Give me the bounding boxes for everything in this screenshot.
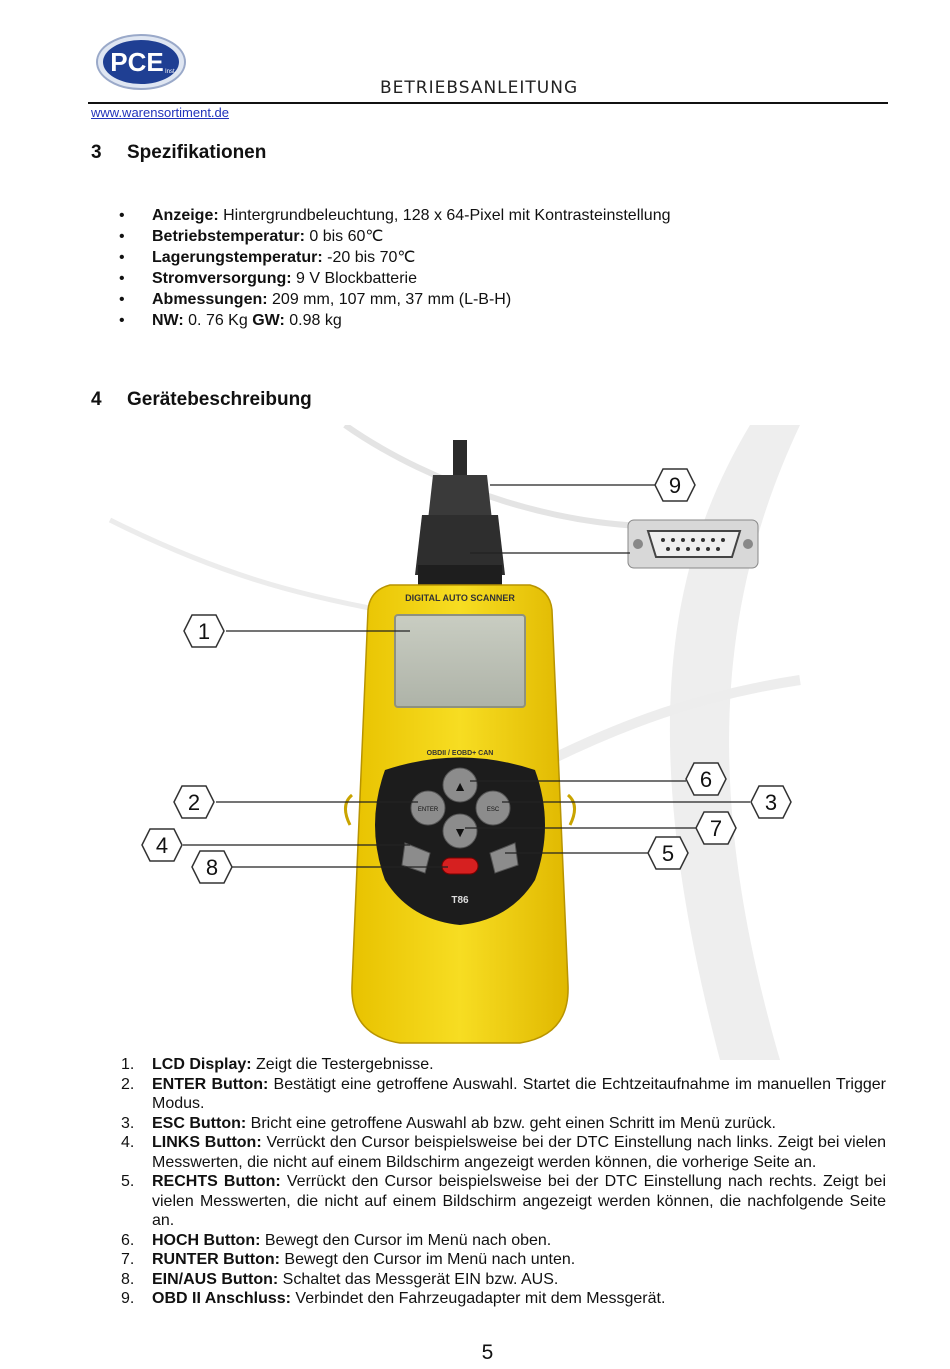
list-item-label: LINKS Button: xyxy=(152,1134,262,1151)
spec-label: Betriebstemperatur: xyxy=(152,228,305,245)
header-website-link[interactable]: www.warensortiment.de xyxy=(91,105,229,120)
spec-item xyxy=(115,205,671,226)
section-4-title: Gerätebeschreibung xyxy=(127,389,312,410)
section-3-number: 3 xyxy=(91,142,102,163)
list-item-number: 2. xyxy=(121,1075,135,1093)
list-item-number: 3. xyxy=(121,1114,135,1132)
pce-logo xyxy=(95,33,187,91)
spec-item xyxy=(115,289,671,310)
callout-6 xyxy=(686,763,726,795)
header-rule xyxy=(88,102,888,104)
list-item xyxy=(118,1270,886,1290)
list-item-label: RUNTER Button: xyxy=(152,1251,280,1268)
callout-2-label: 2 xyxy=(187,790,201,815)
connector-detail xyxy=(628,520,758,568)
list-item xyxy=(118,1133,886,1172)
callout-4-label: 4 xyxy=(155,833,169,858)
list-item-label: HOCH Button: xyxy=(152,1231,261,1249)
list-item-number: 5. xyxy=(121,1173,135,1190)
spec-value: 0 bis 60℃ xyxy=(304,228,384,245)
device-brand-label: DIGITAL AUTO SCANNER xyxy=(405,593,515,603)
esc-button-label: ESC xyxy=(486,807,500,813)
list-item-text: Verrückt den Cursor beispielsweise bei der DTC Einstellung nach links. Zeigt bei vielen Messwerten, die nicht auf einem Bildschirm angezeigt werden können, die vorherige Seite an. xyxy=(152,1134,886,1171)
callout-3 xyxy=(751,786,791,818)
up-arrow-icon: ▲ xyxy=(453,778,467,794)
spec-item xyxy=(115,226,671,247)
section-3-title: Spezifikationen xyxy=(127,142,267,163)
list-item-label: LCD Display: xyxy=(152,1056,252,1073)
page-number: 5 xyxy=(481,1341,494,1364)
spec-label: GW: xyxy=(252,312,285,329)
list-item-label: ESC Button: xyxy=(152,1114,247,1132)
device-figure xyxy=(100,425,860,1060)
component-list xyxy=(118,1055,886,1309)
list-item-number: 9. xyxy=(121,1290,135,1307)
callout-8 xyxy=(192,851,232,883)
list-item xyxy=(118,1172,886,1231)
list-item xyxy=(118,1231,886,1251)
lcd-display xyxy=(395,615,525,707)
spec-item xyxy=(115,268,671,289)
callout-2 xyxy=(174,786,214,818)
spec-label: Stromversorgung: xyxy=(152,270,292,287)
list-item-label: RECHTS Button: xyxy=(152,1173,281,1190)
list-item-number: 7. xyxy=(121,1251,135,1268)
callout-8-label: 8 xyxy=(205,855,219,880)
spec-value: 9 V Blockbatterie xyxy=(291,270,417,287)
callout-6-label: 6 xyxy=(699,767,713,792)
device-protocols-label: OBDII / EOBD+ CAN xyxy=(426,750,494,757)
section-3-heading xyxy=(91,142,266,164)
list-item xyxy=(118,1250,886,1270)
spec-value: Hintergrundbeleuchtung, 128 x 64-Pixel mit Kontrasteinstellung xyxy=(218,207,671,224)
callout-1-label: 1 xyxy=(197,619,211,644)
list-item-text: Bewegt den Cursor im Menü nach oben. xyxy=(260,1231,552,1249)
list-item-number: 4. xyxy=(121,1134,135,1151)
spec-label: Abmessungen: xyxy=(152,291,268,308)
callout-3-label: 3 xyxy=(764,790,778,815)
spec-item xyxy=(115,247,671,268)
list-item-text: Bricht eine getroffene Auswahl ab bzw. geht einen Schritt im Menü zurück. xyxy=(246,1114,776,1132)
logo-text: PCE xyxy=(110,47,164,77)
section-4-heading xyxy=(91,389,312,411)
list-item xyxy=(118,1114,886,1134)
spec-value: 0.98 kg xyxy=(284,312,342,329)
list-item-number: 6. xyxy=(121,1231,135,1249)
spec-value: -20 bis 70℃ xyxy=(322,249,416,266)
callout-7-label: 7 xyxy=(709,816,723,841)
list-item-text: Verrückt den Cursor beispielsweise bei der DTC Einstellung nach rechts. Zeigt bei vielen Messwerten, die nicht auf einem Bildschirm angezeigt werden können, die nachfolgende Seite an. xyxy=(152,1173,886,1229)
list-item xyxy=(118,1055,886,1075)
list-item-text: Bestätigt eine getroffene Auswahl. Startet die Echtzeitaufnahme im manuellen Trigger Modus. xyxy=(152,1075,887,1112)
callout-5 xyxy=(648,837,688,869)
down-arrow-icon: ▼ xyxy=(453,824,467,840)
power-button[interactable] xyxy=(442,858,478,874)
list-item-label: ENTER Button: xyxy=(152,1075,269,1093)
logo-subtext: Inst. xyxy=(165,69,177,75)
list-item xyxy=(118,1289,886,1309)
spec-value: 209 mm, 107 mm, 37 mm (L-B-H) xyxy=(267,291,512,308)
spec-label: NW: xyxy=(152,312,184,329)
list-item-number: 8. xyxy=(121,1270,135,1288)
device-model-label: T86 xyxy=(451,895,469,906)
spec-list xyxy=(115,205,671,331)
list-item-text: Verbindet den Fahrzeugadapter mit dem Messgerät. xyxy=(290,1290,666,1307)
enter-button-label: ENTER xyxy=(417,807,439,813)
spec-value: 0. 76 Kg xyxy=(183,312,253,329)
section-4-number: 4 xyxy=(91,389,102,410)
scanner-device xyxy=(345,585,574,1043)
spec-label: Lagerungstemperatur: xyxy=(152,249,323,266)
list-item-label: EIN/AUS Button: xyxy=(152,1270,279,1288)
header-title: BETRIEBSANLEITUNG xyxy=(380,78,579,98)
callout-9-label: 9 xyxy=(668,473,682,498)
callout-7 xyxy=(696,812,736,844)
callout-4 xyxy=(142,829,182,861)
list-item-text: Bewegt den Cursor im Menü nach unten. xyxy=(279,1251,576,1268)
list-item-text: Zeigt die Testergebnisse. xyxy=(251,1056,434,1073)
callout-9 xyxy=(655,469,695,501)
list-item xyxy=(118,1075,886,1114)
spec-label: Anzeige: xyxy=(152,207,219,224)
list-item-text: Schaltet das Messgerät EIN bzw. AUS. xyxy=(278,1270,559,1288)
list-item-label: OBD II Anschluss: xyxy=(152,1290,291,1307)
callout-5-label: 5 xyxy=(661,841,675,866)
callout-1 xyxy=(184,615,224,647)
spec-item xyxy=(115,310,671,331)
list-item-number: 1. xyxy=(121,1056,135,1073)
